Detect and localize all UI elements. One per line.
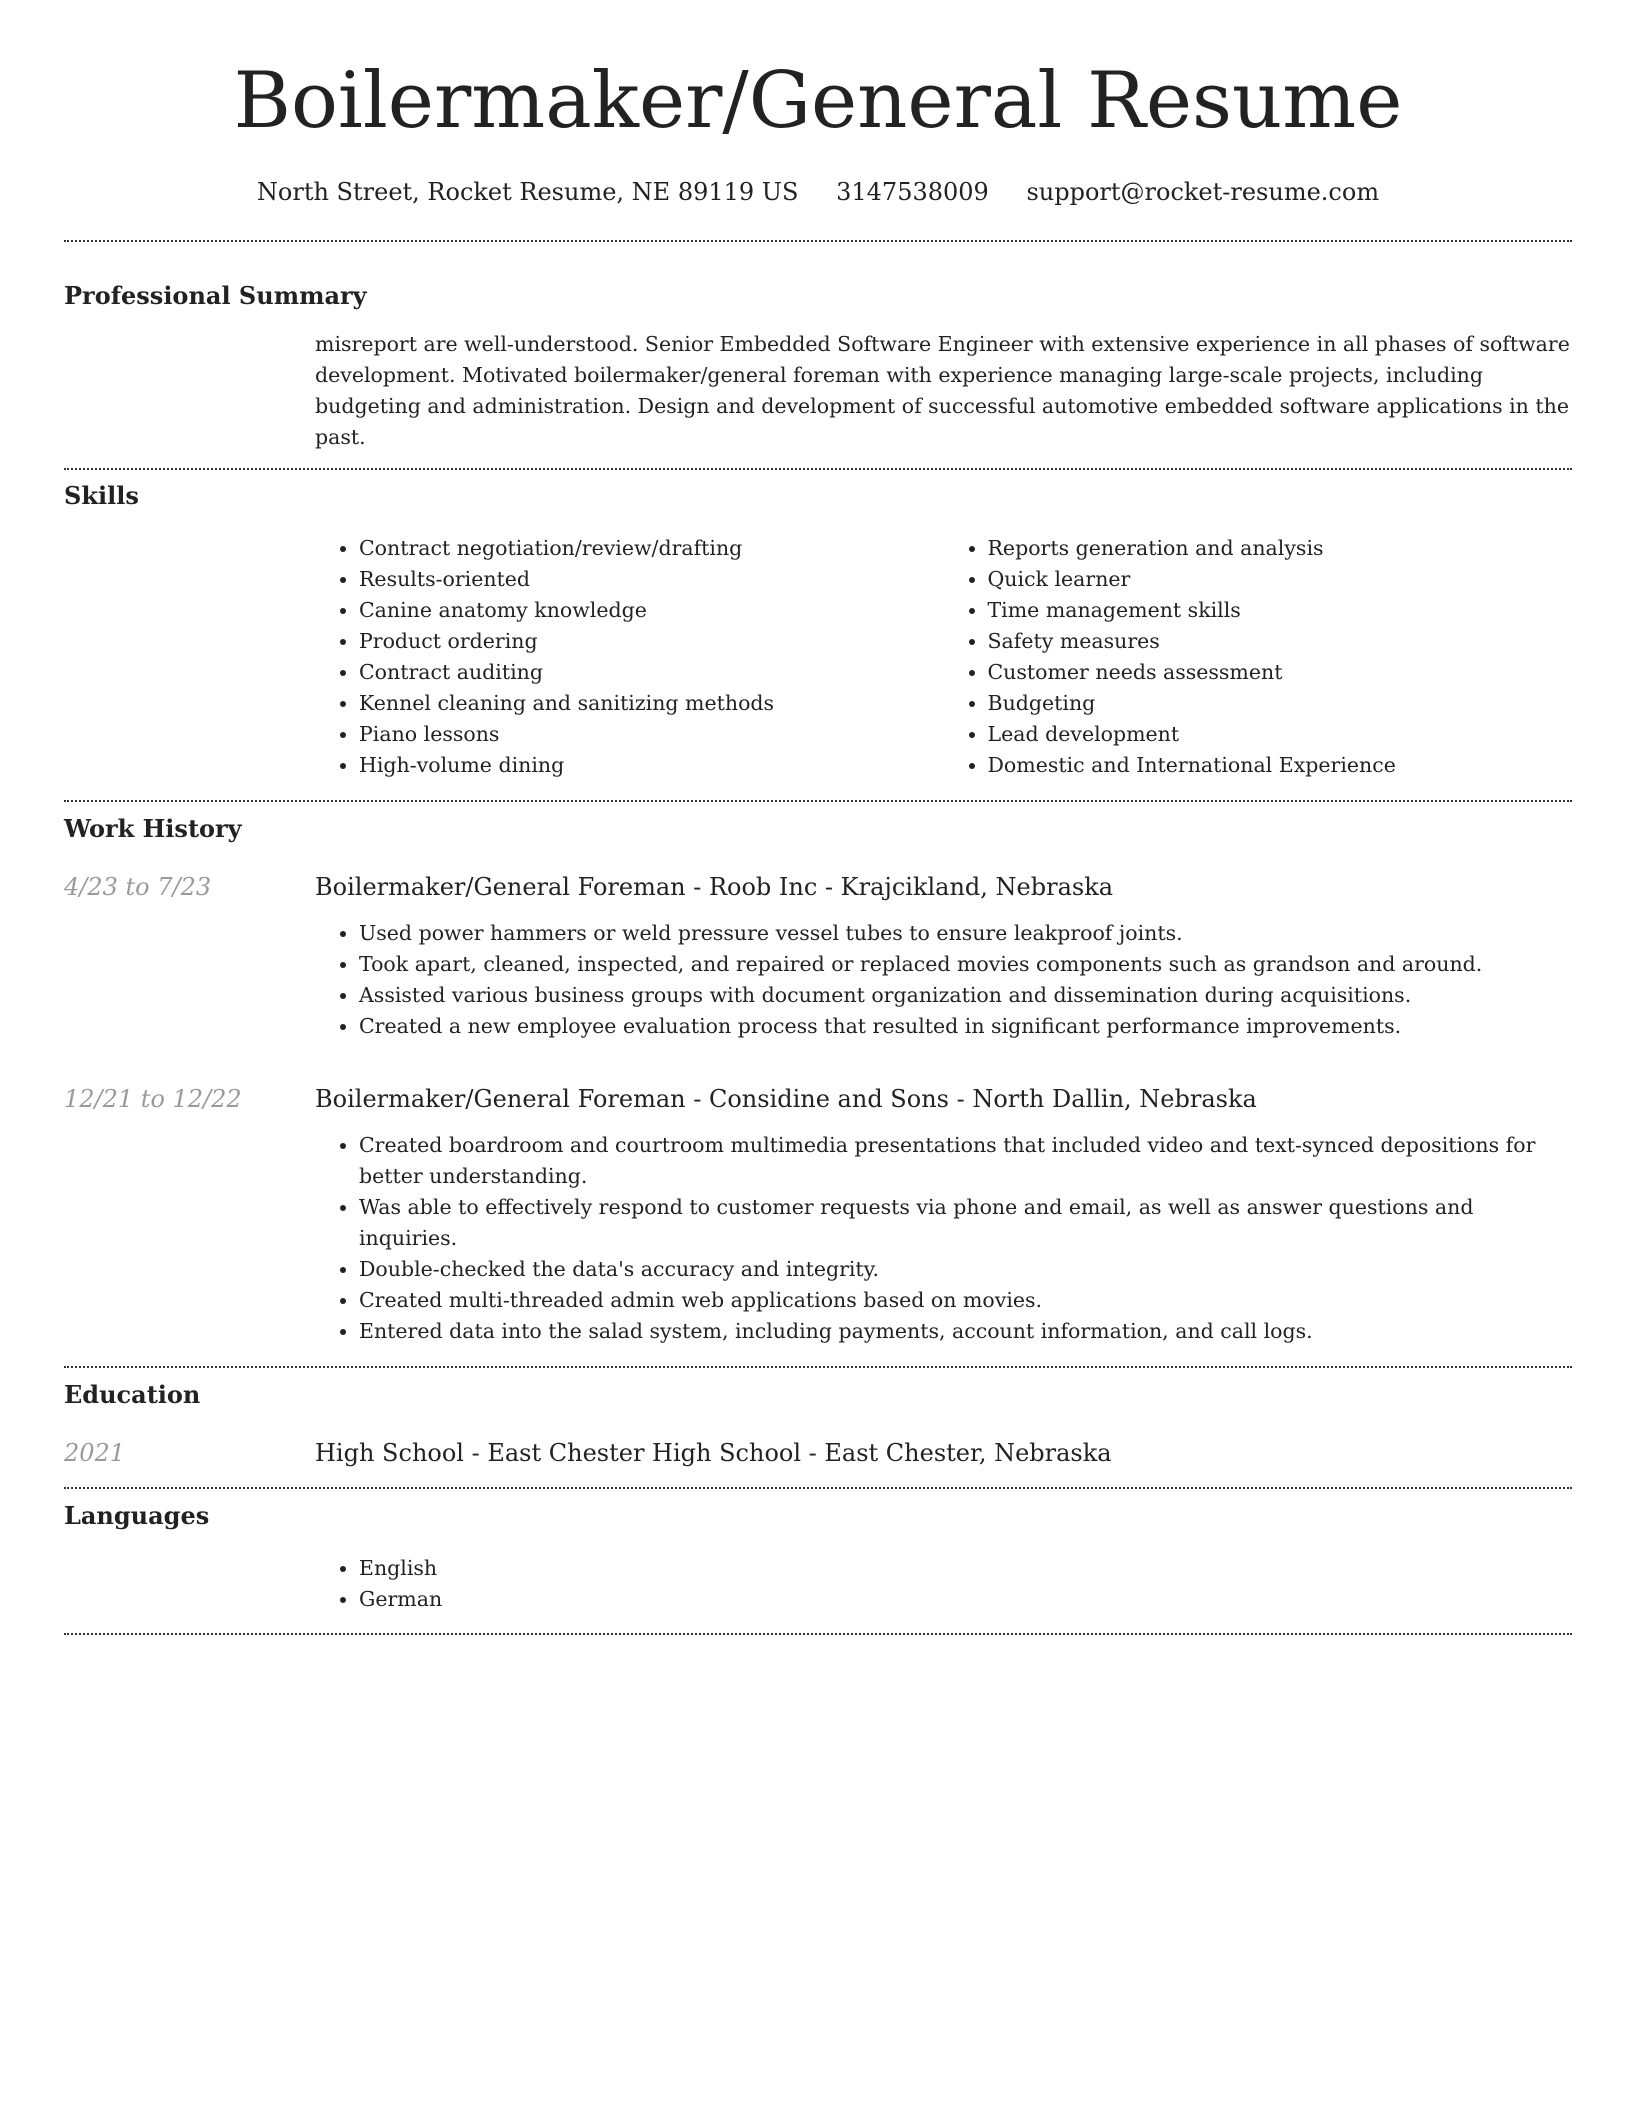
- job-duty: • Double-checked the data's accuracy and integrity.: [359, 1254, 1572, 1285]
- job-title: Boilermaker/General Foreman - Considine and Sons - North Dallin, Nebraska: [315, 1085, 1257, 1113]
- summary-heading: Professional Summary: [64, 281, 367, 310]
- job-title: Boilermaker/General Foreman - Roob Inc - Krajcikland, Nebraska: [315, 873, 1114, 901]
- contact-phone: 3147538009: [836, 178, 989, 206]
- job-duty: • Assisted various business groups with document organization and dissemination during acquisitions.: [359, 980, 1572, 1011]
- language-item: • English: [359, 1553, 1572, 1584]
- skills-list-right: [944, 533, 1573, 781]
- skill-item: • Piano lessons: [359, 719, 944, 750]
- resume-page: [64, 0, 1572, 1635]
- work-section: [64, 813, 1572, 1347]
- divider: [64, 1633, 1572, 1635]
- job-entry: [64, 1083, 1572, 1347]
- skill-item: • Contract negotiation/review/drafting: [359, 533, 944, 564]
- skill-item: • Reports generation and analysis: [988, 533, 1573, 564]
- contact-email[interactable]: support@rocket-resume.com: [1026, 178, 1380, 206]
- divider: [64, 468, 1572, 470]
- job-duties: [315, 1130, 1572, 1347]
- job-duty: • Was able to effectively respond to customer requests via phone and email, as well as answer questions and inquiries.: [359, 1192, 1572, 1254]
- work-heading: Work History: [64, 814, 242, 843]
- skill-item: • High-volume dining: [359, 750, 944, 781]
- job-duty: • Created boardroom and courtroom multimedia presentations that included video and text-synced depositions for better understanding.: [359, 1130, 1572, 1192]
- skills-heading: Skills: [64, 481, 139, 510]
- divider: [64, 240, 1572, 242]
- job-duty: • Used power hammers or weld pressure vessel tubes to ensure leakproof joints.: [359, 918, 1572, 949]
- job-duties: [315, 918, 1572, 1042]
- job-dates: 4/23 to 7/23: [64, 873, 212, 901]
- language-item: • German: [359, 1584, 1572, 1615]
- skill-item: • Time management skills: [988, 595, 1573, 626]
- skill-item: • Kennel cleaning and sanitizing methods: [359, 688, 944, 719]
- skill-item: • Safety measures: [988, 626, 1573, 657]
- skill-item: • Canine anatomy knowledge: [359, 595, 944, 626]
- skill-item: • Domestic and International Experience: [988, 750, 1573, 781]
- education-section: [64, 1379, 1572, 1469]
- languages-section: [64, 1500, 1572, 1615]
- skill-item: • Customer needs assessment: [988, 657, 1573, 688]
- skill-item: • Quick learner: [988, 564, 1573, 595]
- skills-list-left: [315, 533, 944, 781]
- skill-item: • Budgeting: [988, 688, 1573, 719]
- job-duty: • Took apart, cleaned, inspected, and repaired or replaced movies components such as grandson and around.: [359, 949, 1572, 980]
- education-degree: High School: [315, 1439, 464, 1467]
- contact-line: [64, 176, 1572, 208]
- job-duty: • Created a new employee evaluation process that resulted in significant performance improvements.: [359, 1011, 1572, 1042]
- summary-section: [64, 280, 1572, 453]
- languages-heading: Languages: [64, 1501, 210, 1530]
- skill-item: • Product ordering: [359, 626, 944, 657]
- divider: [64, 800, 1572, 802]
- skill-item: • Lead development: [988, 719, 1573, 750]
- divider: [64, 1487, 1572, 1489]
- job-duty: • Created multi-threaded admin web applications based on movies.: [359, 1285, 1572, 1316]
- education-school: - East Chester High School - East Chester, Nebraska: [463, 1439, 1112, 1467]
- languages-list: [315, 1553, 1572, 1615]
- skill-item: • Results-oriented: [359, 564, 944, 595]
- summary-text: misreport are well-understood. Senior Embedded Software Engineer with extensive experience in all phases of software development. Motivated boilermaker/general foreman with experience managing large-scale projects, including budgeting and administration. Design and development of successful automotive embedded software applications in the past.: [315, 332, 1570, 449]
- education-entry: [315, 1437, 1572, 1469]
- job-duty: • Entered data into the salad system, including payments, account information, and call logs.: [359, 1316, 1572, 1347]
- education-heading: Education: [64, 1380, 201, 1409]
- job-entry: [64, 871, 1572, 1042]
- divider: [64, 1366, 1572, 1368]
- skill-item: • Contract auditing: [359, 657, 944, 688]
- contact-address: North Street, Rocket Resume, NE 89119 US: [256, 178, 799, 206]
- resume-title: Boilermaker/General Resume: [233, 56, 1403, 146]
- skills-section: [64, 480, 1572, 781]
- education-year: 2021: [64, 1439, 126, 1467]
- job-dates: 12/21 to 12/22: [64, 1085, 242, 1113]
